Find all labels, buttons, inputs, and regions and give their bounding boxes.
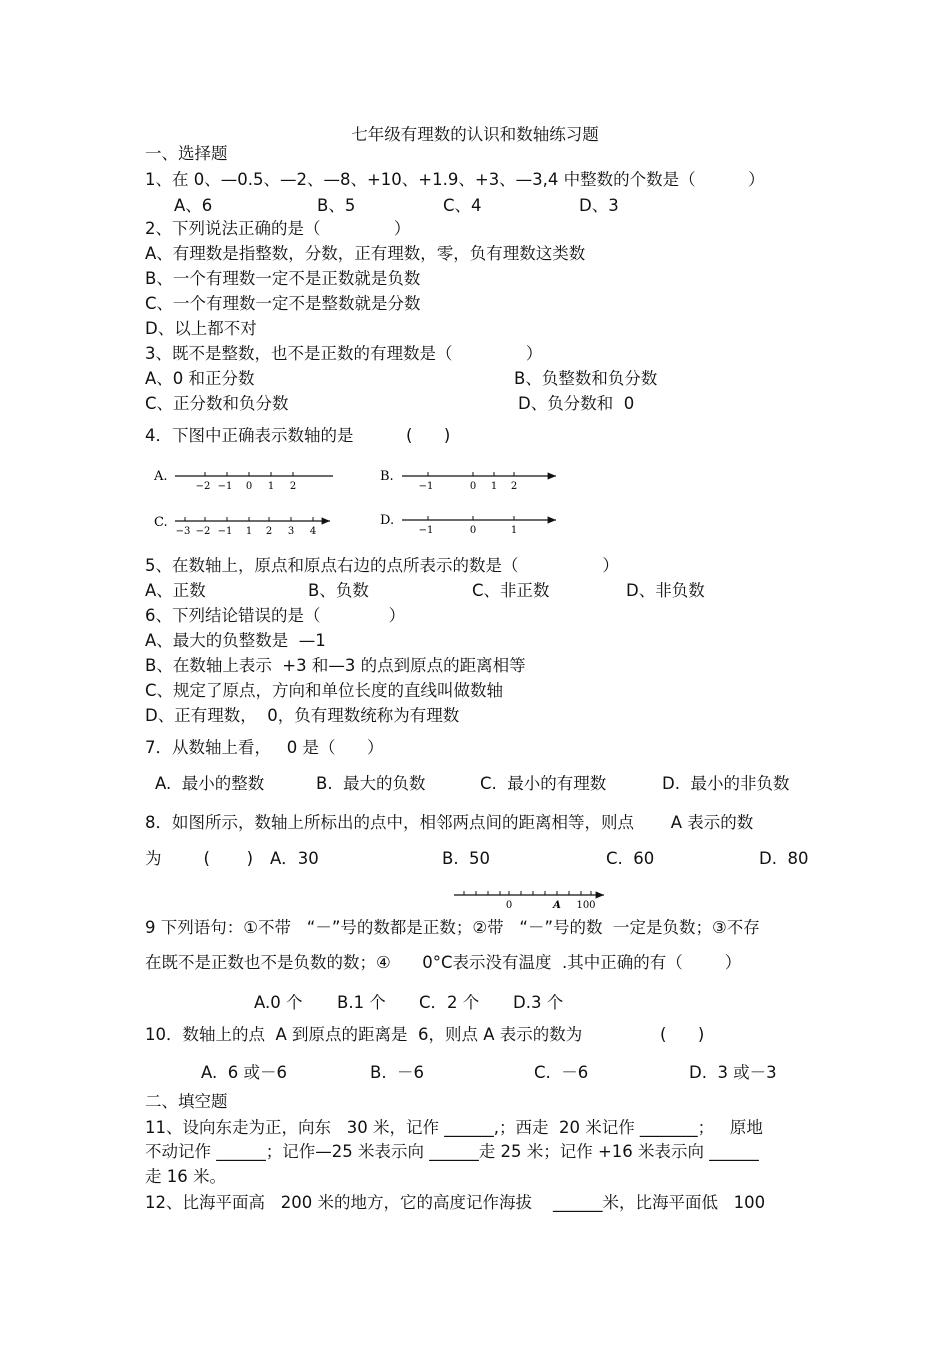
q5-option-a: A、正数 — [145, 581, 206, 600]
question-7-stem: 7．从数轴上看， 0 是（ ） — [145, 738, 384, 757]
figure-c-tick: −2 — [195, 526, 211, 537]
figure-d-tick: −1 — [418, 525, 434, 536]
figure-c-tick: 2 — [265, 526, 273, 537]
q8-number-line-figure — [452, 886, 612, 912]
q8-figure-label-zero: 0 — [505, 900, 513, 911]
q7-option-d: D. 最小的非负数 — [662, 774, 790, 793]
q8-option-b: B. 50 — [442, 849, 491, 868]
figure-b-tick: −1 — [418, 481, 434, 492]
q4-number-line-figures — [150, 460, 570, 540]
q2-option-c: C、一个有理数一定不是整数就是分数 — [145, 294, 421, 313]
figure-a-tick: 2 — [289, 481, 297, 492]
figure-b-tick: 2 — [510, 481, 518, 492]
q7-option-c: C. 最小的有理数 — [480, 774, 607, 793]
q1-option-a: A、6 — [174, 196, 213, 215]
q9-option-b: B.1 个 — [337, 993, 386, 1012]
figure-a-tick: −1 — [217, 481, 233, 492]
q6-option-c: C、规定了原点，方向和单位长度的直线叫做数轴 — [145, 681, 504, 700]
q3-option-b: B、负整数和负分数 — [514, 369, 658, 388]
q7-option-b: B. 最大的负数 — [316, 774, 426, 793]
figure-b-tick: 1 — [490, 481, 498, 492]
figure-c-tick: −1 — [217, 526, 233, 537]
question-12-line1: 12、比海平面高 200 米的地方，它的高度记作海拔 ______米，比海平面低 100 — [145, 1193, 766, 1212]
page-title: 七年级有理数的认识和数轴练习题 — [351, 125, 599, 144]
q2-option-d: D、以上都不对 — [145, 319, 257, 338]
q6-option-a: A、最大的负整数是 —1 — [145, 631, 326, 650]
question-9-line2: 在既不是正数也不是负数的数；④ 0°C表示没有温度 .其中正确的有（ ） — [145, 953, 742, 972]
figure-d-tick: 0 — [469, 525, 477, 536]
q3-option-c: C、正分数和负分数 — [145, 394, 289, 413]
figure-d-letter: D. — [380, 513, 395, 528]
q2-option-a: A、有理数是指整数，分数，正有理数，零，负有理数这类数 — [145, 244, 586, 263]
q3-option-d: D、负分数和 0 — [518, 394, 635, 413]
q1-option-c: C、4 — [443, 196, 482, 215]
question-10-stem: 10．数轴上的点 A 到原点的距离是 6，则点 A 表示的数为 — [145, 1025, 583, 1044]
q10-option-b: B. －6 — [370, 1063, 425, 1082]
q6-option-b: B、在数轴上表示 +3 和—3 的点到原点的距离相等 — [145, 656, 526, 675]
figure-c-tick: 3 — [287, 526, 295, 537]
q10-answer-paren: ( ) — [660, 1025, 705, 1044]
q9-option-c: C．2 个 — [419, 993, 480, 1012]
figure-b-letter: B. — [380, 469, 394, 484]
q10-option-c: C. －6 — [534, 1063, 589, 1082]
section-heading-fill: 二、填空题 — [145, 1092, 228, 1111]
q5-option-d: D、非负数 — [626, 581, 705, 600]
q8-figure-label-a: A — [553, 900, 561, 911]
q8-figure-label-100: 100 — [576, 900, 596, 911]
q8-option-c: C. 60 — [606, 849, 655, 868]
q9-option-a: A.0 个 — [254, 993, 303, 1012]
q5-option-b: B、负数 — [308, 581, 369, 600]
question-8-stem-cont: 为 ( ) — [145, 849, 254, 868]
question-11-line1: 11、设向东走为正，向东 30 米，记作 ______,；西走 20 米记作 _______； 原地 — [145, 1118, 763, 1137]
q10-option-d: D. 3 或－3 — [689, 1063, 777, 1082]
question-4-stem: 4．下图中正确表示数轴的是 ( ) — [145, 426, 451, 445]
figure-a-tick: 1 — [267, 481, 275, 492]
figure-b-tick: 0 — [469, 481, 477, 492]
question-9-line1: 9 下列语句：①不带 “－”号的数都是正数；②带 “－”号的数 一定是负数；③不存 — [145, 918, 760, 937]
q1-option-d: D、3 — [579, 196, 619, 215]
q6-option-d: D、正有理数， 0，负有理数统称为有理数 — [145, 706, 460, 725]
question-6-stem: 6、下列结论错误的是（ ） — [145, 606, 406, 625]
question-2-stem: 2、下列说法正确的是（ ） — [145, 219, 411, 238]
q3-option-a: A、0 和正分数 — [145, 369, 255, 388]
q1-option-b: B、5 — [317, 196, 356, 215]
q8-option-a: A．30 — [270, 849, 319, 868]
figure-c-letter: C. — [154, 515, 168, 530]
question-8-stem: 8．如图所示，数轴上所标出的点中，相邻两点间的距离相等，则点 A 表示的数 — [145, 813, 754, 832]
q9-option-d: D.3 个 — [513, 993, 564, 1012]
question-5-stem: 5、在数轴上，原点和原点右边的点所表示的数是（ ） — [145, 556, 619, 575]
question-1-stem: 1、在 0、—0.5、—2、—8、+10、+1.9、+3、—3,4 中整数的个数是（ ） — [145, 170, 765, 189]
section-heading-choice: 一、选择题 — [145, 144, 228, 163]
figure-a-tick: −2 — [195, 481, 211, 492]
figure-d-tick: 1 — [510, 525, 518, 536]
q2-option-b: B、一个有理数一定不是正数就是负数 — [145, 269, 421, 288]
q7-option-a: A. 最小的整数 — [155, 774, 265, 793]
q8-option-d: D. 80 — [759, 849, 809, 868]
question-11-line2: 不动记作 ______；记作—25 米表示向 ______走 25 米；记作 +16 米表示向 ______ — [145, 1142, 759, 1161]
question-3-stem: 3、既不是整数，也不是正数的有理数是（ ） — [145, 344, 543, 363]
question-11-line3: 走 16 米。 — [145, 1167, 226, 1186]
figure-c-tick: −3 — [175, 526, 191, 537]
q5-option-c: C、非正数 — [472, 581, 550, 600]
figure-c-tick: 4 — [309, 526, 317, 537]
figure-a-tick: 0 — [245, 481, 253, 492]
q10-option-a: A. 6 或－6 — [201, 1063, 287, 1082]
figure-c-tick: 1 — [245, 526, 253, 537]
figure-a-letter: A. — [154, 469, 168, 484]
